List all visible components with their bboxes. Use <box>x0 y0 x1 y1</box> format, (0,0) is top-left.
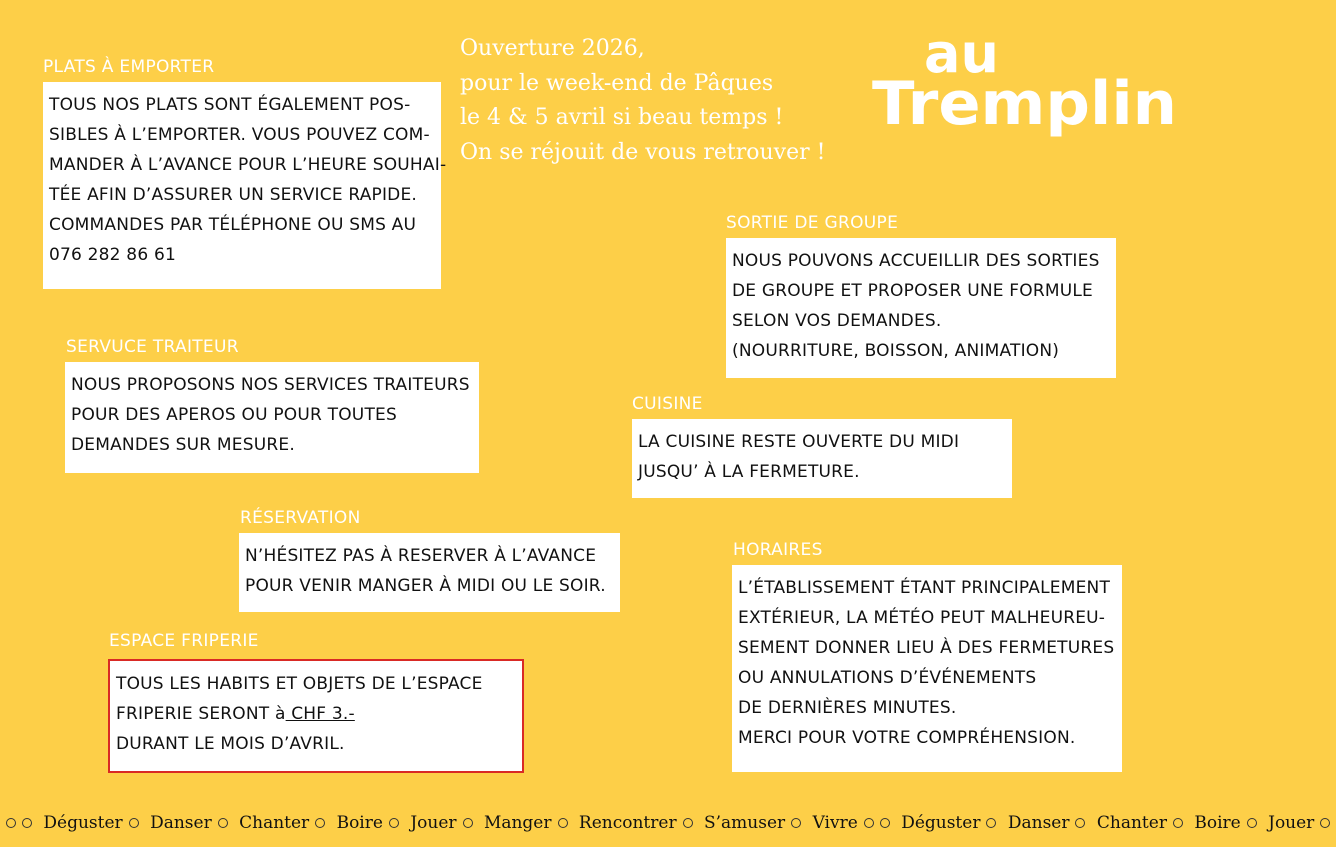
activity-word: S’amuser <box>703 812 786 833</box>
opening-announcement <box>460 32 825 170</box>
card-line: COMMANDES PAR TÉLÉPHONE OU SMS AU <box>49 215 417 235</box>
card-line: DE GROUPE ET PROPOSER UNE FORMULE <box>732 281 1093 301</box>
activities-ribbon <box>0 812 1315 842</box>
ring-icon <box>791 818 801 828</box>
card-line: TÉE AFIN D’ASSURER UN SERVICE RAPIDE. <box>49 185 418 205</box>
section-title-hours: HORAIRES <box>733 540 823 560</box>
card-line: TOUS NOS PLATS SONT ÉGALEMENT POS- <box>49 95 411 115</box>
ring-icon <box>6 818 16 828</box>
logo-text-tremplin: Tremplin <box>872 69 1177 139</box>
activity-word: Danser <box>150 812 212 833</box>
ring-icon <box>22 818 32 828</box>
activity-word: Déguster <box>901 812 981 833</box>
thrift-line-prefix: FRIPERIE SERONT à <box>116 704 286 724</box>
section-title-thrift: ESPACE FRIPERIE <box>109 631 259 651</box>
card-line: (NOURRITURE, BOISSON, ANIMATION) <box>732 341 1060 361</box>
ring-icon <box>218 818 228 828</box>
card-line: SEMENT DONNER LIEU À DES FERMETURES <box>738 638 1115 658</box>
card-line: DE DERNIÈRES MINUTES. <box>738 698 957 718</box>
ring-icon <box>389 818 399 828</box>
card-line: OU ANNULATIONS D’ÉVÉNEMENTS <box>738 668 1037 688</box>
logo-text-au: au <box>924 22 999 85</box>
card-line: NOUS POUVONS ACCUEILLIR DES SORTIES <box>732 251 1100 271</box>
card-line: MANDER À L’AVANCE POUR L’HEURE SOUHAI- <box>49 155 447 175</box>
section-title-takeaway: PLATS À EMPORTER <box>43 57 215 77</box>
ring-icon <box>129 818 139 828</box>
activity-word: Boire <box>336 812 383 833</box>
ring-icon <box>986 818 996 828</box>
ring-icon <box>864 818 874 828</box>
card-line: SELON VOS DEMANDES. <box>732 311 942 331</box>
headline-line: pour le week-end de Pâques <box>460 70 774 96</box>
card-line: DEMANDES SUR MESURE. <box>71 435 295 455</box>
activity-word: Jouer <box>1268 812 1315 833</box>
headline-line: Ouverture 2026, <box>460 36 645 61</box>
card-line: MERCI POUR VOTRE COMPRÉHENSION. <box>738 728 1076 748</box>
kitchen-card <box>632 419 1012 498</box>
section-title-reservation: RÉSERVATION <box>240 508 361 528</box>
card-line: POUR DES APEROS OU POUR TOUTES <box>71 405 397 425</box>
activity-word: Manger <box>483 812 552 833</box>
catering-card <box>65 362 479 473</box>
card-line: SIBLES À L’EMPORTER. VOUS POUVEZ COM- <box>49 125 430 145</box>
card-line <box>116 699 516 729</box>
ring-icon <box>315 818 325 828</box>
ring-icon <box>1173 818 1183 828</box>
group-card <box>726 238 1116 378</box>
activity-word: Chanter <box>1096 812 1167 833</box>
card-line: POUR VENIR MANGER À MIDI OU LE SOIR. <box>245 576 606 596</box>
card-line: TOUS LES HABITS ET OBJETS DE L’ESPACE <box>116 674 483 694</box>
hours-card <box>732 565 1122 772</box>
ring-icon <box>1320 818 1330 828</box>
activity-word: Jouer <box>410 812 457 833</box>
card-line: L’ÉTABLISSEMENT ÉTANT PRINCIPALEMENT <box>738 578 1111 598</box>
thrift-card <box>108 659 524 773</box>
card-line: LA CUISINE RESTE OUVERTE DU MIDI <box>638 432 960 452</box>
activity-word: Vivre <box>812 812 858 833</box>
ring-icon <box>1075 818 1085 828</box>
takeaway-card <box>43 82 447 289</box>
card-line: JUSQU’ À LA FERMETURE. <box>638 462 860 482</box>
activity-word: Boire <box>1194 812 1241 833</box>
card-line: EXTÉRIEUR, LA MÉTÉO PEUT MALHEUREU- <box>738 608 1106 628</box>
activity-word: Déguster <box>43 812 123 833</box>
activity-word: Chanter <box>239 812 310 833</box>
card-line: NOUS PROPOSONS NOS SERVICES TRAITEURS <box>71 375 470 395</box>
headline-line: On se réjouit de vous retrouver ! <box>460 139 826 165</box>
reservation-card <box>239 533 620 612</box>
ring-icon <box>463 818 473 828</box>
headline-line: le 4 & 5 avril si beau temps ! <box>460 105 784 130</box>
section-title-catering: SERVUCE TRAITEUR <box>66 337 239 357</box>
activity-word: Rencontrer <box>578 812 677 833</box>
card-line: N’HÉSITEZ PAS À RESERVER À L’AVANCE <box>245 546 597 566</box>
ring-icon <box>1247 818 1257 828</box>
ring-icon <box>558 818 568 828</box>
ring-icon <box>880 818 890 828</box>
activity-word: Danser <box>1007 812 1070 833</box>
card-line: DURANT LE MOIS D’AVRIL. <box>116 734 345 754</box>
phone-number: 076 282 86 61 <box>49 245 176 265</box>
au-tremplin-logo <box>872 22 1177 139</box>
section-title-group: SORTIE DE GROUPE <box>726 213 899 233</box>
price-tag: CHF 3.- <box>285 704 355 724</box>
section-title-kitchen: CUISINE <box>632 394 703 414</box>
ring-icon <box>683 818 693 828</box>
